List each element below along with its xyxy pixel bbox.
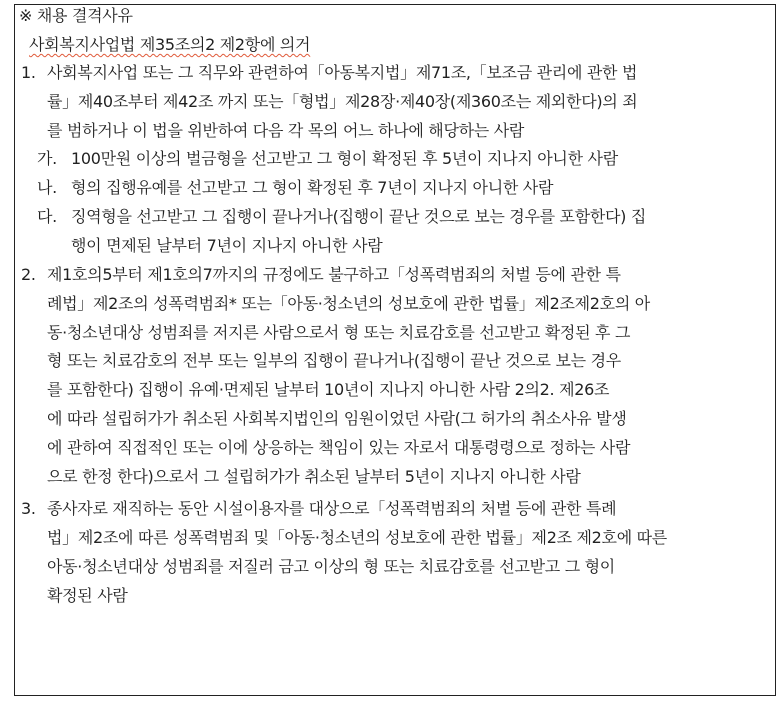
subitem-number: 다.	[37, 207, 57, 226]
item-text-line: 법」제2조에 따른 성폭력범죄 및「아동·청소년의 성보호에 관한 법률」제2조 제2호에 따른	[47, 528, 667, 547]
item-text-line: 종사자로 재직하는 동안 시설이용자를 대상으로「성폭력범죄의 처벌 등에 관한 특례	[47, 499, 617, 518]
item-text-line: 형 또는 치료감호의 전부 또는 일부의 집행이 끝나거나(집행이 끝난 것으로 보는 경우	[47, 351, 621, 370]
item-number: 3.	[21, 499, 36, 518]
item-text-line: 를 범하거나 이 법을 위반하여 다음 각 목의 어느 하나에 해당하는 사람	[47, 121, 525, 140]
item-text-line: 으로 한정 한다)으로서 그 설립허가가 취소된 날부터 5년이 지나지 아니한 사람	[47, 467, 581, 486]
subitem-text-line: 행이 면제된 날부터 7년이 지나지 아니한 사람	[71, 236, 383, 255]
document-title: ※ 채용 결격사유	[19, 6, 133, 25]
subitem-text-line: 징역형을 선고받고 그 집행이 끝나거나(집행이 끝난 것으로 보는 경우를 포함한다) 집	[71, 207, 647, 226]
item-text-line: 제1호의5부터 제1호의7까지의 규정에도 불구하고「성폭력범죄의 처벌 등에 관한 특	[47, 265, 621, 284]
item-number: 1.	[21, 63, 36, 82]
item-number: 2.	[21, 265, 36, 284]
disqualification-document	[14, 4, 776, 696]
item-text-line: 를 포함한다) 집행이 유예·면제된 날부터 10년이 지나지 아니한 사람 2의2. 제26조	[47, 380, 610, 399]
item-text-line: 률」제40조부터 제42조 까지 또는「형법」제28장·제40장(제360조는 제외한다)의 죄	[47, 92, 638, 111]
item-text-line: 동·청소년대상 성범죄를 저지른 사람으로서 형 또는 치료감호를 선고받고 확정된 후 그	[47, 323, 631, 342]
legal-basis: 사회복지사업법 제35조의2 제2항에 의거	[29, 35, 311, 54]
item-text-line: 에 따라 설립허가가 취소된 사회복지법인의 임원이었던 사람(그 허가의 취소사유 발생	[47, 409, 627, 428]
item-text-line: 에 관하여 직접적인 또는 이에 상응하는 책임이 있는 자로서 대통령령으로 정하는 사람	[47, 438, 631, 457]
subitem-text-line: 100만원 이상의 벌금형을 선고받고 그 형이 확정된 후 5년이 지나지 아니한 사람	[71, 149, 618, 168]
item-text-line: 확정된 사람	[47, 586, 128, 605]
subitem-number: 나.	[37, 178, 57, 197]
item-text-line: 례법」제2조의 성폭력범죄* 또는「아동·청소년의 성보호에 관한 법률」제2조제2호의 아	[47, 294, 650, 313]
subitem-number: 가.	[37, 149, 57, 168]
item-text-line: 아동·청소년대상 성범죄를 저질러 금고 이상의 형 또는 치료감호를 선고받고 그 형이	[47, 557, 615, 576]
subitem-text-line: 형의 집행유예를 선고받고 그 형이 확정된 후 7년이 지나지 아니한 사람	[71, 178, 554, 197]
item-text-line: 사회복지사업 또는 그 직무와 관련하여「아동복지법」제71조,「보조금 관리에 관한 법	[47, 63, 638, 82]
